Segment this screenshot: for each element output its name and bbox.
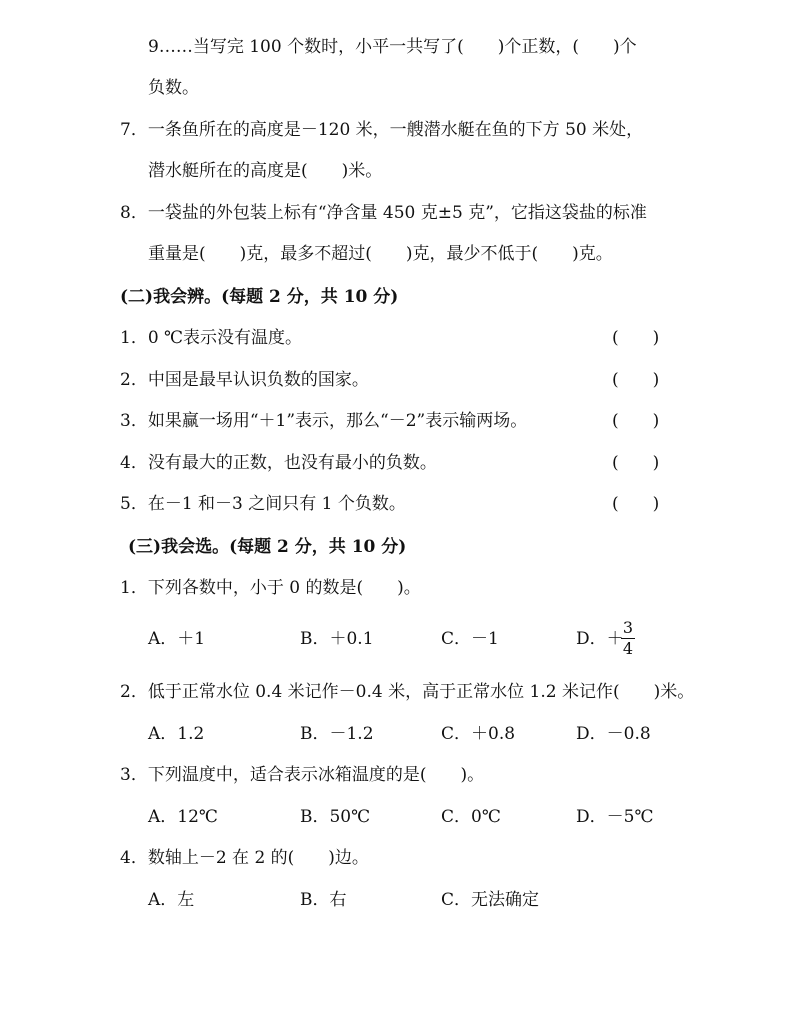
- judge-answer-paren-1[interactable]: ( ): [612, 328, 660, 348]
- fraction-three-quarters: [621, 619, 635, 658]
- choose-q3-option-c[interactable]: C．0℃: [441, 807, 501, 827]
- choose-q4-stem: 4．数轴上－2 在 2 的( )边。: [120, 848, 369, 868]
- q7-line2: 潜水艇所在的高度是( )米。: [148, 161, 383, 181]
- choose-q1-option-c[interactable]: C．－1: [441, 629, 499, 649]
- judge-answer-paren-4[interactable]: ( ): [612, 453, 660, 473]
- q9-line1: 9……当写完 100 个数时，小平一共写了( )个正数，( )个: [148, 37, 637, 57]
- choose-q4-option-c[interactable]: C．无法确定: [441, 890, 540, 910]
- q8-line1: 8．一袋盐的外包装上标有“净含量 450 克±5 克”，它指这袋盐的标准: [120, 203, 647, 223]
- choose-q1-option-b[interactable]: B．＋0.1: [300, 629, 374, 649]
- choose-q2-option-a[interactable]: A．1.2: [148, 724, 205, 744]
- judge-item-5: 5．在－1 和－3 之间只有 1 个负数。: [120, 494, 406, 514]
- choose-q3-option-a[interactable]: A．12℃: [148, 807, 218, 827]
- choose-q1-option-a[interactable]: A．＋1: [148, 629, 206, 649]
- choose-q3-stem: 3．下列温度中，适合表示冰箱温度的是( )。: [120, 765, 485, 785]
- choose-heading: (三)我会选。(每题 2 分，共 10 分): [128, 537, 407, 557]
- judge-heading: (二)我会辨。(每题 2 分，共 10 分): [120, 287, 399, 307]
- judge-item-1: 1．0 ℃表示没有温度。: [120, 328, 303, 348]
- choose-q2-option-d[interactable]: D．－0.8: [576, 724, 651, 744]
- choose-q2-option-b[interactable]: B．－1.2: [300, 724, 374, 744]
- choose-q1-option-d[interactable]: D．＋: [576, 629, 624, 649]
- judge-answer-paren-5[interactable]: ( ): [612, 494, 660, 514]
- judge-answer-paren-2[interactable]: ( ): [612, 370, 660, 390]
- fraction-numerator: 3: [622, 618, 634, 637]
- q9-line2: 负数。: [148, 78, 199, 98]
- choose-q4-option-b[interactable]: B．右: [300, 890, 347, 910]
- judge-item-3: 3．如果赢一场用“＋1”表示，那么“－2”表示输两场。: [120, 411, 528, 431]
- choose-q2-option-c[interactable]: C．＋0.8: [441, 724, 516, 744]
- judge-item-2: 2．中国是最早认识负数的国家。: [120, 370, 369, 390]
- choose-q4-option-a[interactable]: A．左: [148, 890, 195, 910]
- fraction-denominator: 4: [622, 639, 634, 658]
- judge-item-4: 4．没有最大的正数，也没有最小的负数。: [120, 453, 437, 473]
- choose-q3-option-b[interactable]: B．50℃: [300, 807, 371, 827]
- q7-line1: 7．一条鱼所在的高度是－120 米，一艘潜水艇在鱼的下方 50 米处，: [120, 120, 644, 140]
- choose-q1-stem: 1．下列各数中，小于 0 的数是( )。: [120, 578, 421, 598]
- judge-answer-paren-3[interactable]: ( ): [612, 411, 660, 431]
- choose-q3-option-d[interactable]: D．－5℃: [576, 807, 654, 827]
- q8-line2: 重量是( )克，最多不超过( )克，最少不低于( )克。: [148, 244, 613, 264]
- choose-q2-stem: 2．低于正常水位 0.4 米记作－0.4 米，高于正常水位 1.2 米记作( )米。: [120, 682, 695, 702]
